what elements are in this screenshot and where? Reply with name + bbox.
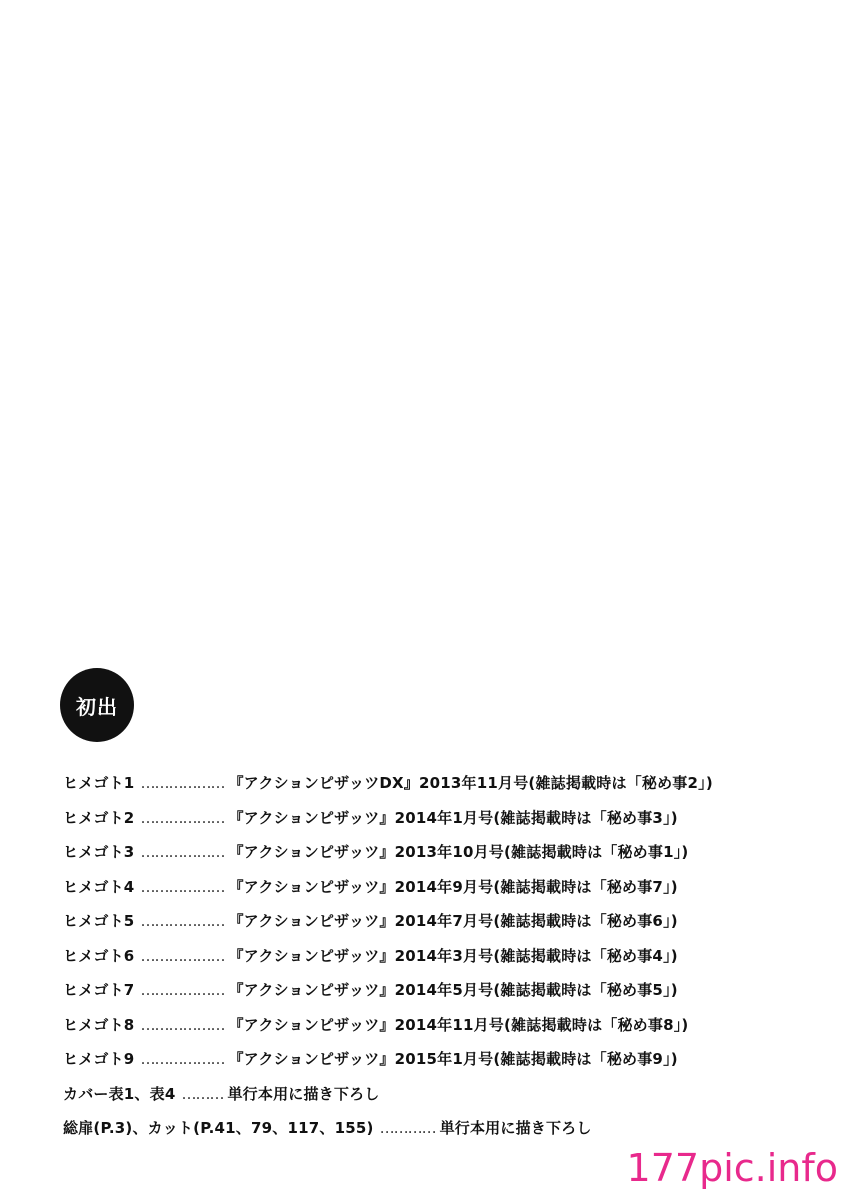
credit-row [63,839,803,874]
credit-source: 単行本用に描き下ろし [227,1084,380,1103]
credit-label: ヒメゴト1 [63,774,135,792]
first-appearance-badge [60,668,134,742]
credit-leader-dots: ……… [181,1084,224,1103]
credit-leader-dots: ……………… [140,774,225,792]
credit-label: ヒメゴト3 [63,843,135,861]
credit-source: 『アクションピザッツ』2014年3月号(雑誌掲載時は「秘め事4」) [228,946,678,965]
credit-row [63,977,803,1012]
credit-leader-dots: ……………… [140,981,225,999]
credit-row [63,943,803,978]
credit-leader-dots: ……………… [140,912,225,930]
credit-source: 『アクションピザッツ』2014年1月号(雑誌掲載時は「秘め事3」) [228,808,678,827]
badge-label: 初出 [76,694,118,719]
credit-source: 『アクションピザッツ』2015年1月号(雑誌掲載時は「秘め事9」) [228,1050,678,1068]
credit-leader-dots: ……………… [140,877,225,896]
credit-source: 『アクションピザッツDX』2013年11月号(雑誌掲載時は「秘め事2」) [228,774,713,792]
credit-source: 『アクションピザッツ』2014年11月号(雑誌掲載時は「秘め事8」) [228,1015,689,1034]
credit-label: カバー表1、表4 [63,1084,176,1103]
credit-row [63,770,803,805]
credit-leader-dots: ……………… [140,808,225,827]
credit-leader-dots: ………… [379,1119,436,1137]
credit-leader-dots: ……………… [140,1050,225,1068]
credit-leader-dots: ……………… [140,843,225,861]
credit-label: ヒメゴト4 [63,877,135,896]
credit-label: ヒメゴト6 [63,946,135,965]
credit-row [63,908,803,943]
credit-source: 単行本用に描き下ろし [439,1119,592,1137]
credit-row [63,805,803,840]
credit-label: ヒメゴト2 [63,808,135,827]
credit-row [63,1012,803,1047]
credit-label: ヒメゴト8 [63,1015,135,1034]
credit-label: 総扉(P.3)、カット(P.41、79、117、155) [63,1119,374,1137]
credit-source: 『アクションピザッツ』2013年10月号(雑誌掲載時は「秘め事1」) [228,843,689,861]
credit-row [63,874,803,909]
credit-source: 『アクションピザッツ』2014年5月号(雑誌掲載時は「秘め事5」) [228,981,678,999]
credit-source: 『アクションピザッツ』2014年9月号(雑誌掲載時は「秘め事7」) [228,877,678,896]
credits-list [63,770,803,1150]
credit-label: ヒメゴト7 [63,981,135,999]
credit-leader-dots: ……………… [140,1015,225,1034]
credit-row [63,1115,803,1150]
credit-label: ヒメゴト9 [63,1050,135,1068]
site-watermark: 177pic.info [626,1146,838,1190]
credit-row [63,1046,803,1081]
credit-row [63,1081,803,1116]
credit-source: 『アクションピザッツ』2014年7月号(雑誌掲載時は「秘め事6」) [228,912,678,930]
credit-leader-dots: ……………… [140,946,225,965]
credit-label: ヒメゴト5 [63,912,135,930]
